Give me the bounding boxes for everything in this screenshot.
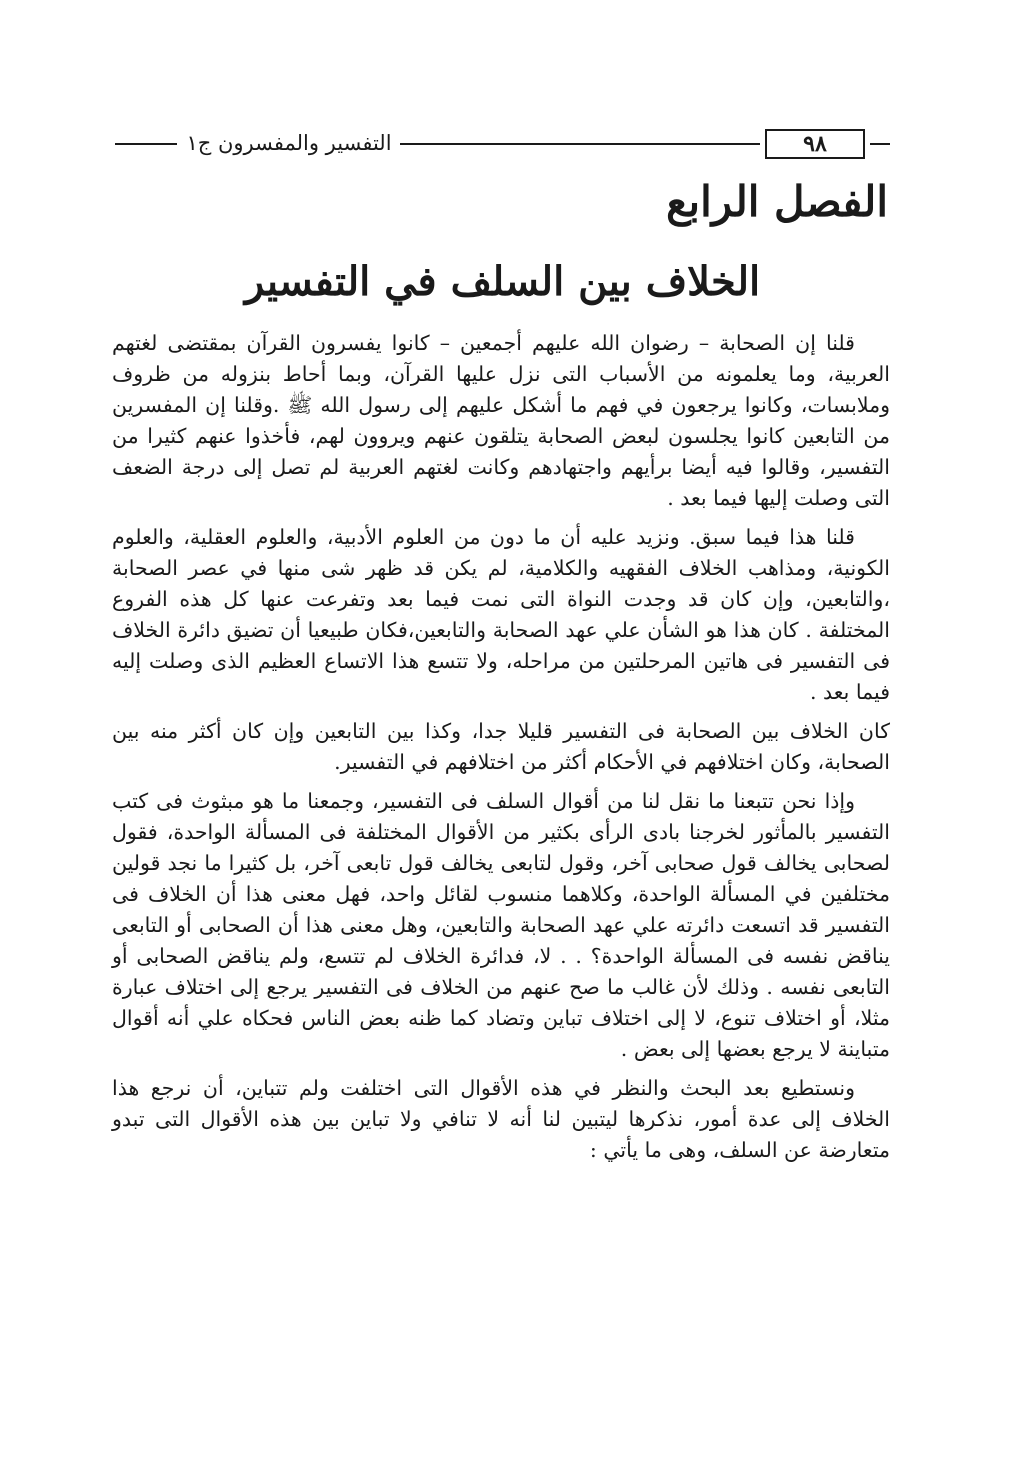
book-title: التفسير والمفسرون ج١ — [186, 131, 392, 155]
paragraph-3: كان الخلاف بين الصحابة فى التفسير قليلا جدا، وكذا بين التابعين وإن كان أكثر منه بين الصحابة، وكان اختلافهم في الأحكام أكثر من اختلافهم في التفسير. — [112, 719, 890, 774]
header-rule-middle — [400, 143, 760, 145]
paragraph-5: ونستطيع بعد البحث والنظر في هذه الأقوال التى اختلفت ولم تتباين، أن نرجع هذا الخلاف إلى عدة أمور، نذكرها ليتبين لنا أنه لا تنافي ولا تباين بين هذه الأقوال التى تبدو متعارضة عن السلف، وهى ما يأتي : — [112, 1076, 890, 1162]
header-rule-left — [115, 143, 177, 145]
paragraph-1: قلنا إن الصحابة – رضوان الله عليهم أجمعين – كانوا يفسرون القرآن بمقتضى لغتهم العربية، وما يعلمونه من الأسباب التى نزل عليها القرآن، وبما أحاط بنزوله من ظروف وملابسات، وكانوا يرجعون في فهم ما أشكل عليهم إلى رسول الله ﷺ .وقلنا إن المفسرين من التابعين كانوا يجلسون لبعض الصحابة يتلقون عنهم ويروون لهم، فأخذوا عنهم كثيرا من التفسير، وقالوا فيه أيضا برأيهم واجتهادهم وكانت لغتهم العربية لم تصل إلى درجة الضعف التى وصلت إليها فيما بعد . — [112, 331, 890, 510]
paragraph-2: قلنا هذا فيما سبق. ونزيد عليه أن ما دون من العلوم الأدبية، والعلوم العقلية، والعلوم الكونية، ومذاهب الخلاف الفقهيه والكلامية، لم يكن قد ظهر شى منها في عصر الصحابة ،والتابعين، وإن كان قد وجدت النواة التى نمت فيما بعد وتفرعت عنها كل هذه الفروع المختلفة . كان هذا هو الشأن علي عهد الصحابة والتابعين،فكان طبيعيا أن تضيق دائرة الخلاف فى التفسير فى هاتين المرحلتين من مراحله، ولا تتسع هذا الاتساع العظيم الذى وصلت إليه فيما بعد . — [112, 525, 890, 704]
paragraph-4: وإذا نحن تتبعنا ما نقل لنا من أقوال السلف فى التفسير، وجمعنا ما هو مبثوث فى كتب التفسير بالمأثور لخرجنا بادى الرأى بكثير من الأقوال المختلفة فى المسألة الواحدة، فقول لصحابى يخالف قول صحابى آخر، وقول لتابعى يخالف قول تابعى آخر، بل كثيرا ما نجد قولين مختلفين في المسألة الواحدة، وكلاهما منسوب لقائل واحد، فهل معنى هذا أن الخلاف فى التفسير قد اتسعت دائرته علي عهد الصحابة والتابعين، وهل معنى هذا أن الصحابى أو التابعى يناقض نفسه فى المسألة الواحدة؟ . . لا، فدائرة الخلاف لم تتسع، ولم يناقض الصحابى أو التابعى نفسه . وذلك لأن غالب ما صح عنهم من الخلاف فى التفسير يرجع إلى اختلاف عبارة مثلا، أو اختلاف تنوع، لا إلى اختلاف تباين وتضاد كما ظنه بعض الناس فحكاه علي أنه أقوال متباينة لا يرجع بعضها إلى بعض . — [112, 789, 890, 1061]
running-header — [115, 128, 890, 164]
header-rule-right — [870, 143, 890, 145]
section-heading: الخلاف بين السلف في التفسير — [244, 258, 761, 305]
page-number: ٩٨ — [765, 129, 865, 159]
body-text — [112, 328, 890, 1174]
chapter-heading: الفصل الرابع — [666, 177, 888, 226]
